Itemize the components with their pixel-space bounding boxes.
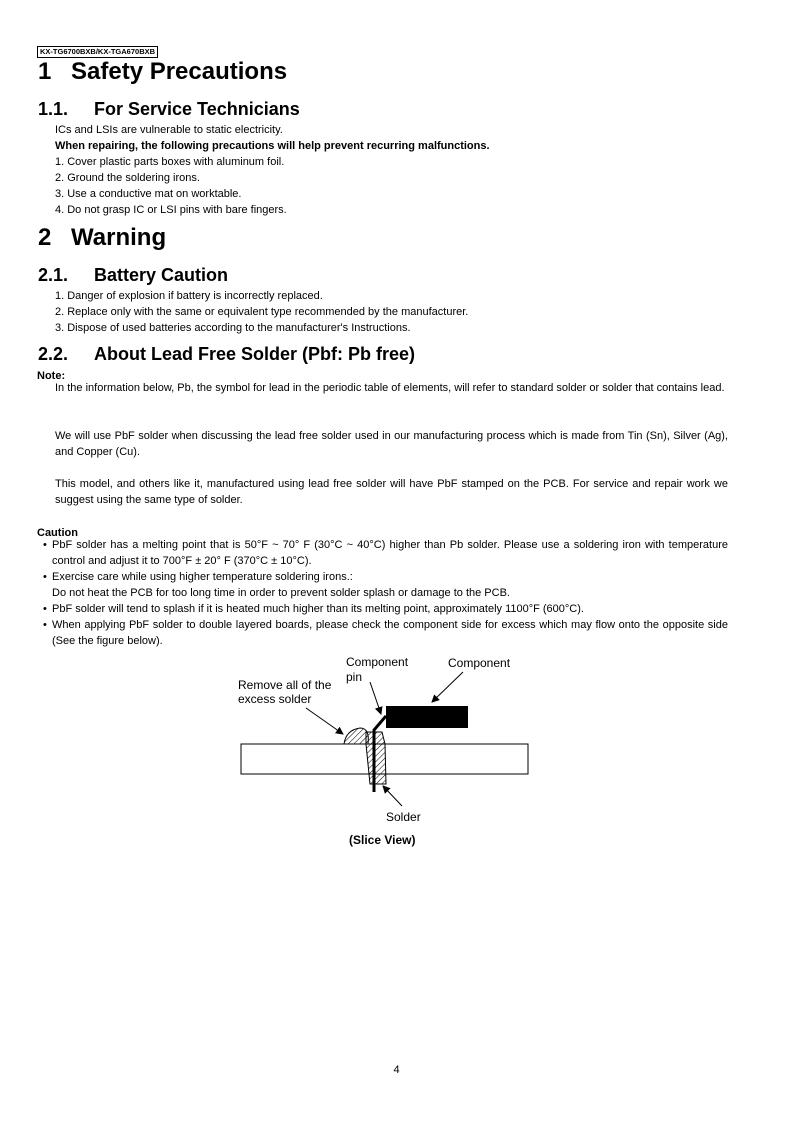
battery-item: 1. Danger of explosion if battery is incorrectly replaced. <box>55 290 323 302</box>
battery-item: 2. Replace only with the same or equivalent type recommended by the manufacturer. <box>55 306 469 318</box>
caution-item: Exercise care while using higher temperature soldering irons.: <box>52 571 353 583</box>
caution-item: When applying PbF solder to double layered boards, please check the component side for excess which may flow onto the opposite side (See the figure below). <box>52 619 728 647</box>
precaution-item: 4. Do not grasp IC or LSI pins with bare fingers. <box>55 204 287 216</box>
note-paragraph: This model, and others like it, manufactured using lead free solder will have PbF stamped on the PCB. For service and repair work we suggest using the same type of solder. <box>55 478 728 506</box>
section-2-1-number: 2.1. <box>38 265 69 285</box>
label-remove-line1: Remove all of the <box>238 678 332 692</box>
component-body <box>386 706 468 728</box>
caution-item: PbF solder will tend to splash if it is heated much higher than its melting point, approximately 1100°F (600°C). <box>52 603 584 615</box>
excess-solder-blob <box>344 728 368 744</box>
section-1-1-heading <box>38 98 300 120</box>
precaution-item: 1. Cover plastic parts boxes with aluminum foil. <box>55 156 285 168</box>
arrow-component <box>432 672 463 702</box>
bullet-dot: • <box>43 571 47 583</box>
ic-static-intro: ICs and LSIs are vulnerable to static electricity. <box>55 124 283 136</box>
section-2-heading <box>38 224 166 252</box>
section-2-number: 2 <box>38 224 52 251</box>
bullet-dot: • <box>43 539 47 551</box>
battery-item: 3. Dispose of used batteries according to the manufacturer's Instructions. <box>55 322 411 334</box>
bullet-dot: • <box>43 619 47 631</box>
page-number: 4 <box>393 1064 400 1076</box>
label-component-pin-line1: Component <box>346 655 409 669</box>
model-number-tag: KX-TG6700BXB/KX-TGA670BXB <box>37 46 158 58</box>
precaution-item: 2. Ground the soldering irons. <box>55 172 200 184</box>
caution-item: PbF solder has a melting point that is 50°F ~ 70° F (30°C ~ 40°C) higher than Pb solder. Please use a soldering iron with temperature control and adjust it to 700°F ± 20° F (370°C ± 10°C). <box>52 539 728 567</box>
arrow-component-pin <box>370 682 381 714</box>
precaution-item: 3. Use a conductive mat on worktable. <box>55 188 242 200</box>
section-2-2-number: 2.2. <box>38 344 69 364</box>
section-1-heading <box>38 58 287 86</box>
note-label: Note: <box>37 370 66 382</box>
solder-fillet <box>366 732 386 784</box>
section-1-1-number: 1.1. <box>38 99 69 119</box>
section-1-title: Safety Precautions <box>71 58 288 85</box>
section-2-2-title: About Lead Free Solder (Pbf: Pb free) <box>94 344 416 364</box>
label-component: Component <box>448 656 511 670</box>
section-1-1-title: For Service Technicians <box>94 99 300 119</box>
label-solder: Solder <box>386 810 421 824</box>
section-2-1-title: Battery Caution <box>94 265 229 285</box>
arrow-solder <box>383 786 402 806</box>
section-2-1-heading <box>38 264 228 286</box>
caution-label: Caution <box>37 527 78 539</box>
note-paragraph: We will use PbF solder when discussing the lead free solder used in our manufacturing process which is made from Tin (Sn), Silver (Ag), and Copper (Cu). <box>55 430 728 458</box>
section-1-number: 1 <box>38 58 52 85</box>
label-component-pin-line2: pin <box>346 670 363 684</box>
slice-view-diagram <box>230 650 530 850</box>
arrow-excess-solder <box>306 708 343 734</box>
diagram-caption: (Slice View) <box>349 833 416 847</box>
bullet-dot: • <box>43 603 47 615</box>
caution-sub-item: Do not heat the PCB for too long time in order to prevent solder splash or damage to the PCB. <box>52 587 510 599</box>
note-paragraph: In the information below, Pb, the symbol for lead in the periodic table of elements, will refer to standard solder or solder that contains lead. <box>55 382 725 394</box>
section-2-title: Warning <box>71 224 167 251</box>
section-2-2-heading <box>38 343 415 365</box>
label-remove-line2: excess solder <box>238 692 312 706</box>
repair-precautions-note: When repairing, the following precautions will help prevent recurring malfunctions. <box>55 140 490 152</box>
